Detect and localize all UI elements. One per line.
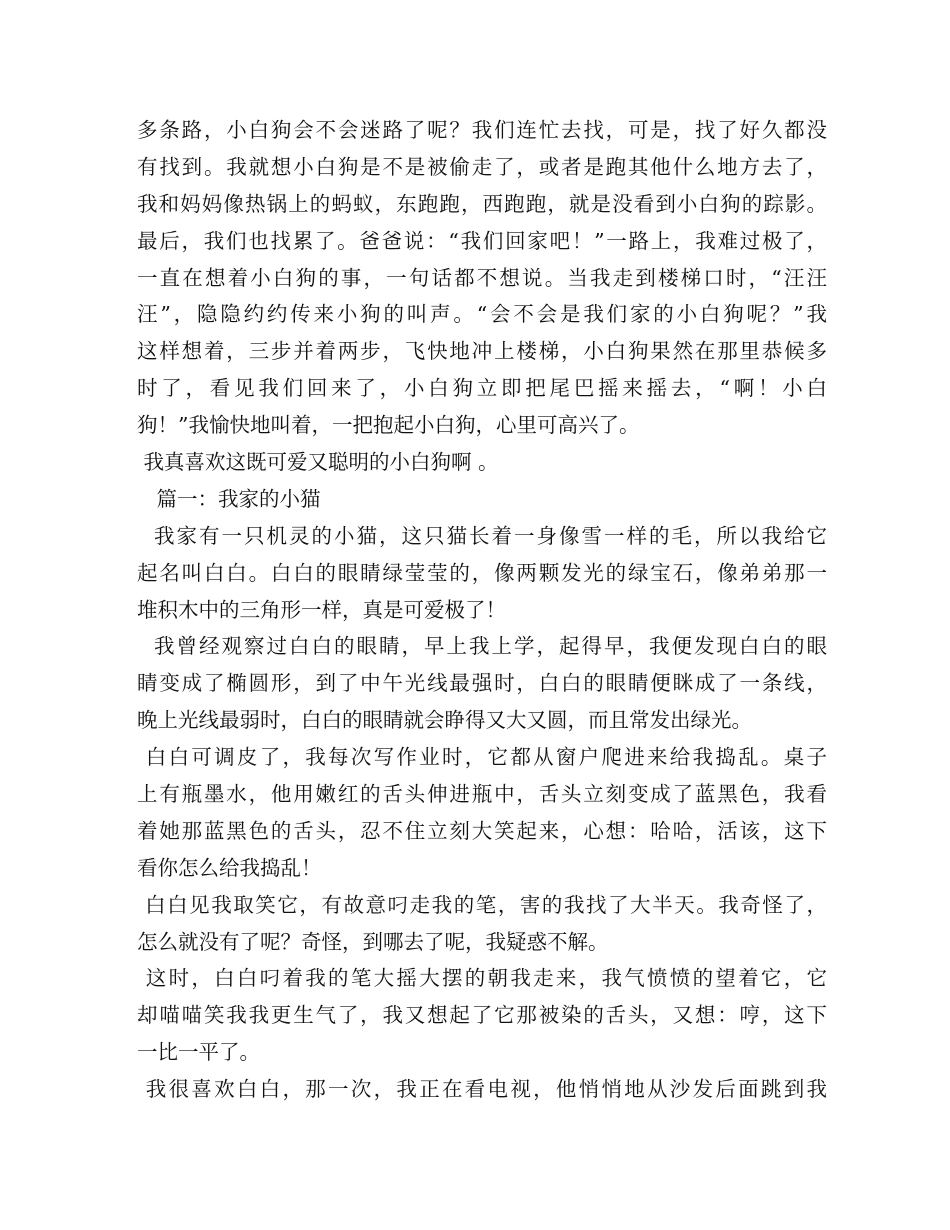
text-line: 白白可调皮了，我每次写作业时，它都从窗户爬进来给我捣乱。桌子 [137,745,827,770]
text-line: 一直在想着小白狗的事，一句话都不想说。当我走到楼梯口时，“汪汪 [137,265,827,290]
text-line: 这时，白白叼着我的笔大摇大摆的朝我走来，我气愤愤的望着它，它 [137,966,827,991]
text-line: 我和妈妈像热锅上的蚂蚁，东跑跑，西跑跑，就是没看到小白狗的踪影。 [137,191,827,216]
text-line: 怎么就没有了呢？奇怪，到哪去了呢，我疑惑不解。 [137,929,609,954]
text-line: 有找到。我就想小白狗是不是被偷走了，或者是跑其他什么地方去了， [137,154,827,179]
text-line: 一比一平了。 [137,1040,260,1065]
text-line: 狗！”我愉快地叫着，一把抱起小白狗，心里可高兴了。 [137,413,640,438]
text-line: 却喵喵笑我我更生气了，我又想起了它那被染的舌头，又想：哼，这下 [137,1003,827,1028]
text-line: 汪”，隐隐约约传来小狗的叫声。“会不会是我们家的小白狗呢？”我 [137,302,827,327]
document-body [137,112,827,1108]
text-line: 睛变成了椭圆形，到了中午光线最强时，白白的眼睛便眯成了一条线， [137,671,827,696]
text-line: 最后，我们也找累了。爸爸说：“我们回家吧！”一路上，我难过极了， [137,228,827,253]
text-line: 堆积木中的三角形一样，真是可爱极了！ [137,597,506,622]
text-line: 起名叫白白。白白的眼睛绿莹莹的，像两颗发光的绿宝石，像弟弟那一 [137,560,827,585]
text-line: 上有瓶墨水，他用嫩红的舌头伸进瓶中，舌头立刻变成了蓝黑色，我看 [137,782,827,807]
text-line: 这样想着，三步并着两步，飞快地冲上楼梯，小白狗果然在那里恭候多 [137,339,827,364]
text-line: 着她那蓝黑色的舌头，忍不住立刻大笑起来，心想：哈哈，活该，这下 [137,818,827,843]
text-line: 多条路，小白狗会不会迷路了呢？我们连忙去找，可是，找了好久都没 [137,118,827,142]
text-line: 白白见我取笑它，有故意叼走我的笔，害的我找了大半天。我奇怪了， [137,892,827,917]
text-line: 晚上光线最弱时，白白的眼睛就会睁得又大又圆，而且常发出绿光。 [137,708,752,733]
text-line: 我真喜欢这既可爱又聪明的小白狗啊 。 [137,450,499,475]
text-line: 我很喜欢白白，那一次，我正在看电视，他悄悄地从沙发后面跳到我 [137,1077,827,1102]
text-line: 看你怎么给我捣乱！ [137,855,322,880]
text-line: 我曾经观察过白白的眼睛，早上我上学，起得早，我便发现白白的眼 [137,634,827,659]
text-line: 篇一：我家的小猫 [137,486,321,511]
text-line: 时了，看见我们回来了，小白狗立即把尾巴摇来摇去，“啊！小白 [137,376,827,401]
text-line: 我家有一只机灵的小猫，这只猫长着一身像雪一样的毛，所以我给它 [137,523,827,548]
